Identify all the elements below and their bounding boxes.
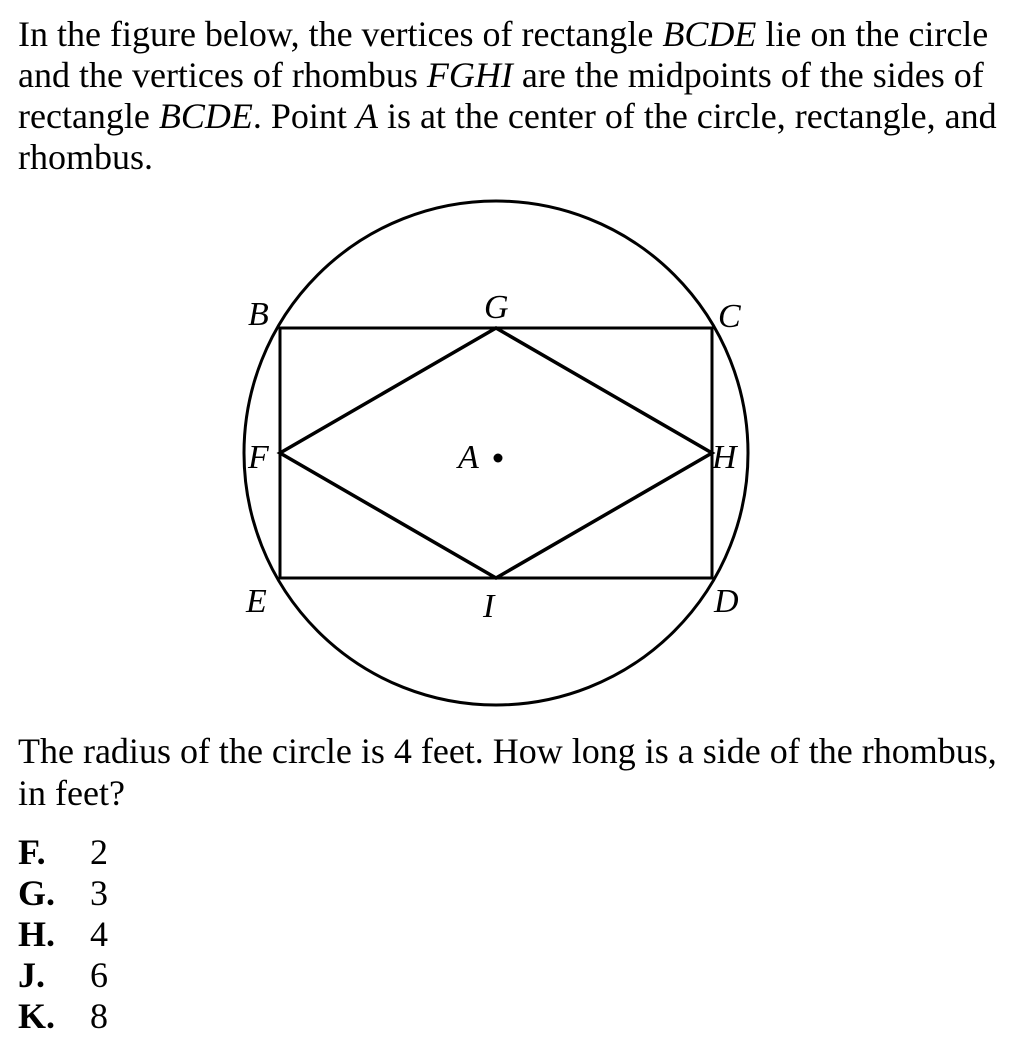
intro-text-4: . Point bbox=[252, 96, 356, 136]
rhombus-name: FGHI bbox=[426, 55, 513, 95]
vertex-label-b: B bbox=[248, 296, 269, 333]
choice-g[interactable] bbox=[18, 873, 108, 914]
choice-value: 8 bbox=[90, 996, 108, 1036]
question-text: The radius of the circle is 4 feet. How long is a side of the rhombus, in feet? bbox=[18, 731, 997, 813]
vertex-label-a: A bbox=[458, 439, 479, 476]
choice-j[interactable] bbox=[18, 955, 108, 996]
rectangle-bcde bbox=[280, 328, 712, 578]
vertex-label-f: F bbox=[248, 439, 269, 476]
choice-letter: G. bbox=[18, 873, 56, 913]
intro-text-3: are the midpoints of the sides of rectangle bbox=[18, 55, 984, 136]
choice-k[interactable] bbox=[18, 996, 108, 1037]
intro-text-2: lie on the circle and the vertices of rhombus bbox=[18, 14, 989, 95]
choice-letter: F. bbox=[18, 832, 46, 872]
rhombus-fghi bbox=[280, 328, 712, 578]
choice-value: 2 bbox=[90, 832, 108, 872]
intro-text-5: is at the center of the circle, rectangle, and rhombus. bbox=[18, 96, 997, 177]
choice-value: 4 bbox=[90, 914, 108, 954]
choice-f[interactable] bbox=[18, 832, 108, 873]
circle bbox=[244, 201, 748, 705]
choice-letter: K. bbox=[18, 996, 56, 1036]
choice-value: 3 bbox=[90, 873, 108, 913]
center-point-dot bbox=[494, 454, 503, 463]
choice-letter: J. bbox=[18, 955, 45, 995]
choice-letter: H. bbox=[18, 914, 56, 954]
vertex-label-e: E bbox=[246, 583, 267, 620]
choice-h[interactable] bbox=[18, 914, 108, 955]
vertex-label-c: C bbox=[718, 298, 741, 335]
center-point-name: A bbox=[355, 96, 378, 136]
intro-text-1: In the figure below, the vertices of rectangle bbox=[18, 14, 663, 54]
vertex-label-g: G bbox=[484, 289, 509, 326]
vertex-label-i: I bbox=[483, 588, 495, 625]
choice-value: 6 bbox=[90, 955, 108, 995]
answer-choices bbox=[18, 832, 108, 1037]
rectangle-name-2: BCDE bbox=[158, 96, 253, 136]
rectangle-name: BCDE bbox=[662, 14, 757, 54]
vertex-label-h: H bbox=[712, 439, 737, 476]
vertex-label-d: D bbox=[714, 583, 739, 620]
